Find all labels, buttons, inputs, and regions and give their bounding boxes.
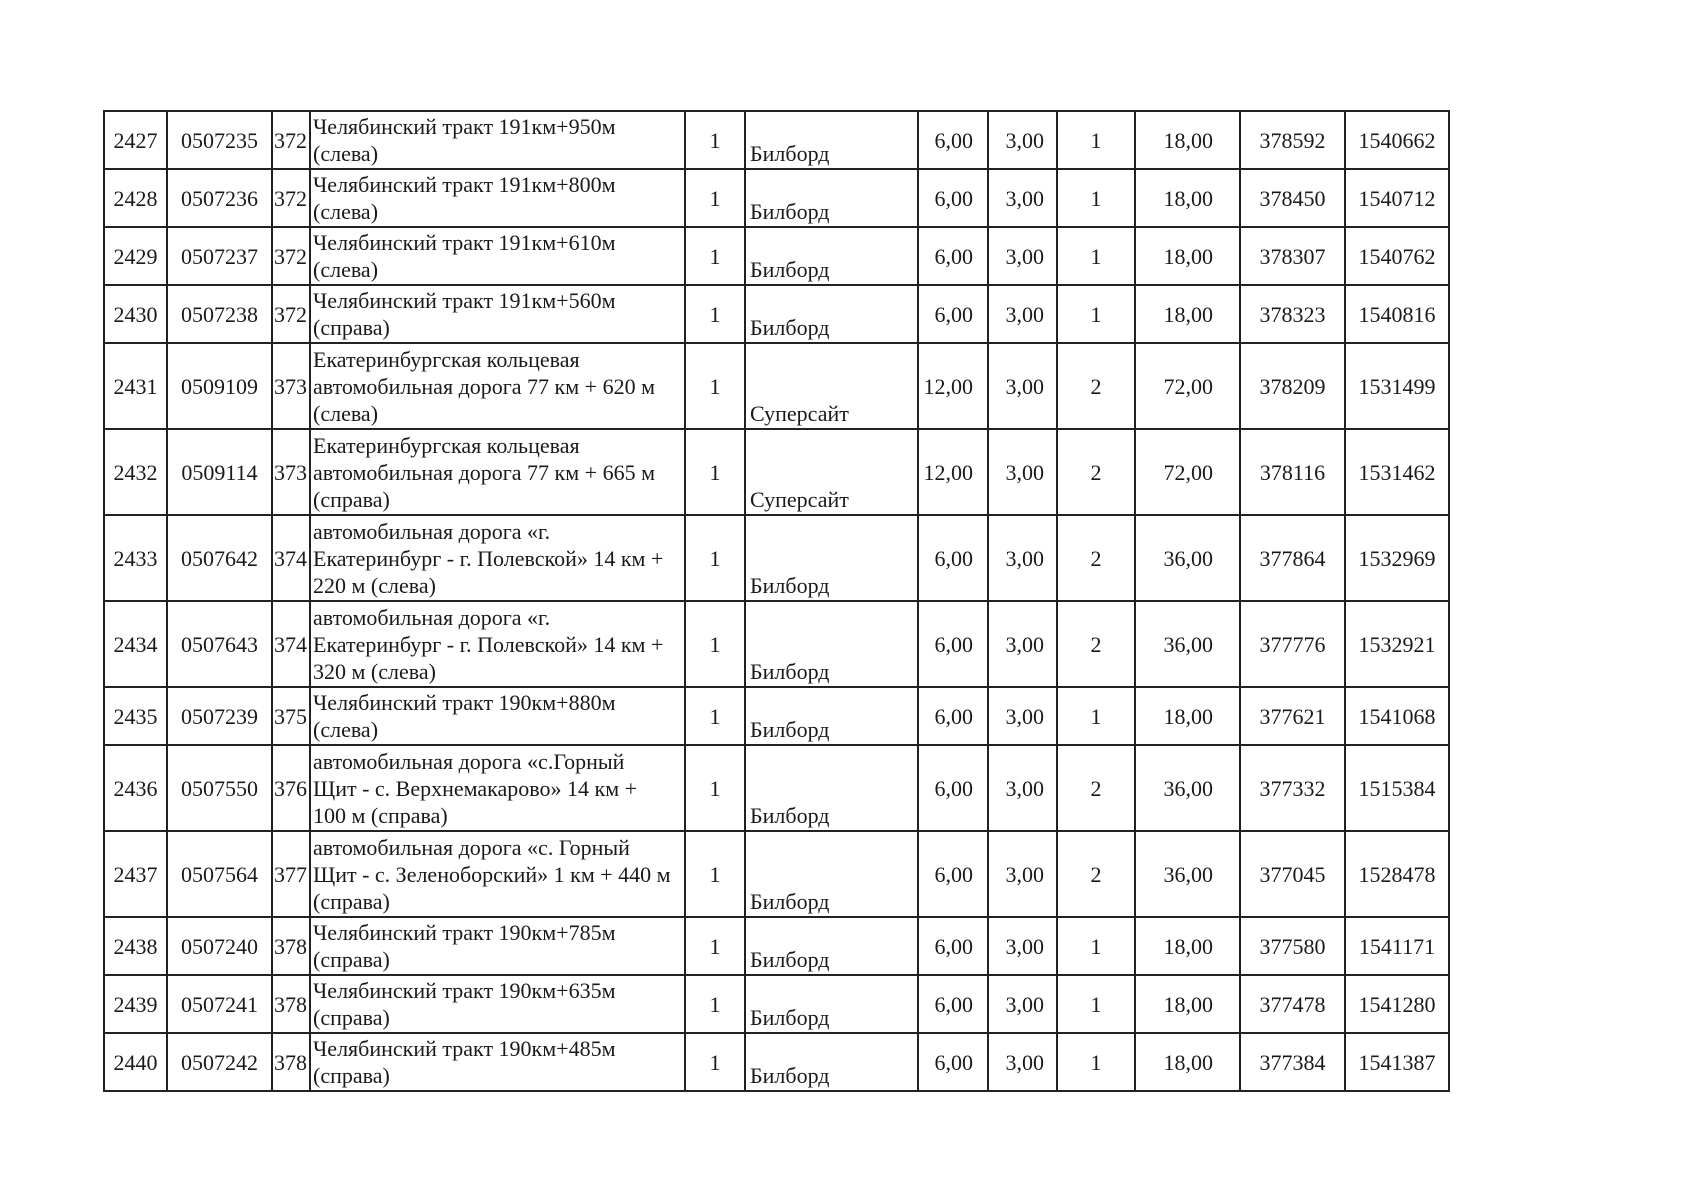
coord-y-cell: 1541387 xyxy=(1345,1033,1449,1091)
row-number-cell: 2437 xyxy=(104,831,167,917)
address-line: автомобильная дорога «г. xyxy=(313,518,551,544)
coord-x-cell: 378323 xyxy=(1240,285,1345,343)
address-line: Екатеринбург - г. Полевской» 14 км + xyxy=(313,545,664,571)
quantity-cell: 1 xyxy=(685,1033,745,1091)
table-row xyxy=(104,227,1449,285)
address-line: Екатеринбург - г. Полевской» 14 км + xyxy=(313,631,664,657)
coord-x-cell: 377332 xyxy=(1240,745,1345,831)
coord-x-cell: 378209 xyxy=(1240,343,1345,429)
structure-type-cell: Билборд xyxy=(745,515,918,601)
area-cell: 36,00 xyxy=(1135,745,1240,831)
structure-type-cell: Билборд xyxy=(745,601,918,687)
height-cell: 3,00 xyxy=(988,687,1057,745)
sides-cell: 2 xyxy=(1057,429,1135,515)
structure-code-cell: 0507550 xyxy=(167,745,272,831)
width-cell: 6,00 xyxy=(918,601,988,687)
width-cell: 6,00 xyxy=(918,169,988,227)
height-cell: 3,00 xyxy=(988,111,1057,169)
quantity-cell: 1 xyxy=(685,687,745,745)
group-number-cell: 372 xyxy=(272,111,310,169)
sides-cell: 1 xyxy=(1057,975,1135,1033)
address-line: (справа) xyxy=(313,486,390,512)
advertising-structures-table xyxy=(103,110,1450,1092)
table-row xyxy=(104,343,1449,429)
area-cell: 18,00 xyxy=(1135,227,1240,285)
group-number-cell: 376 xyxy=(272,745,310,831)
width-cell: 6,00 xyxy=(918,111,988,169)
area-cell: 18,00 xyxy=(1135,111,1240,169)
structure-code-cell: 0507238 xyxy=(167,285,272,343)
coord-y-cell: 1531462 xyxy=(1345,429,1449,515)
sides-cell: 1 xyxy=(1057,917,1135,975)
coord-y-cell: 1541068 xyxy=(1345,687,1449,745)
coord-y-cell: 1532969 xyxy=(1345,515,1449,601)
table-row xyxy=(104,917,1449,975)
row-number-cell: 2430 xyxy=(104,285,167,343)
coord-y-cell: 1540662 xyxy=(1345,111,1449,169)
width-cell: 6,00 xyxy=(918,745,988,831)
group-number-cell: 373 xyxy=(272,343,310,429)
group-number-cell: 378 xyxy=(272,917,310,975)
width-cell: 6,00 xyxy=(918,285,988,343)
address-line: Щит - с. Верхнемакарово» 14 км + xyxy=(313,775,638,801)
row-number-cell: 2433 xyxy=(104,515,167,601)
address-cell xyxy=(310,429,685,515)
address-line: (слева) xyxy=(313,400,379,426)
area-cell: 18,00 xyxy=(1135,285,1240,343)
address-cell xyxy=(310,227,685,285)
group-number-cell: 374 xyxy=(272,601,310,687)
coord-x-cell: 377580 xyxy=(1240,917,1345,975)
height-cell: 3,00 xyxy=(988,917,1057,975)
area-cell: 36,00 xyxy=(1135,831,1240,917)
address-cell xyxy=(310,687,685,745)
address-line: (слева) xyxy=(313,717,379,742)
coord-x-cell: 377776 xyxy=(1240,601,1345,687)
quantity-cell: 1 xyxy=(685,343,745,429)
coord-y-cell: 1531499 xyxy=(1345,343,1449,429)
row-number-cell: 2432 xyxy=(104,429,167,515)
structure-code-cell: 0507642 xyxy=(167,515,272,601)
table-row xyxy=(104,169,1449,227)
address-cell xyxy=(310,745,685,831)
structure-type-cell: Суперсайт xyxy=(745,429,918,515)
table-row xyxy=(104,601,1449,687)
height-cell: 3,00 xyxy=(988,1033,1057,1091)
row-number-cell: 2440 xyxy=(104,1033,167,1091)
address-line: 100 м (справа) xyxy=(313,802,448,828)
table-row xyxy=(104,111,1449,169)
quantity-cell: 1 xyxy=(685,515,745,601)
quantity-cell: 1 xyxy=(685,169,745,227)
table-row xyxy=(104,687,1449,745)
address-line: Щит - с. Зеленоборский» 1 км + 440 м xyxy=(313,861,671,887)
structure-type-cell: Билборд xyxy=(745,169,918,227)
structure-code-cell: 0507643 xyxy=(167,601,272,687)
address-line: автомобильная дорога 77 км + 665 м xyxy=(313,459,655,485)
width-cell: 6,00 xyxy=(918,831,988,917)
address-cell xyxy=(310,975,685,1033)
coord-x-cell: 377478 xyxy=(1240,975,1345,1033)
row-number-cell: 2427 xyxy=(104,111,167,169)
sides-cell: 1 xyxy=(1057,1033,1135,1091)
structure-code-cell: 0507236 xyxy=(167,169,272,227)
structure-code-cell: 0509114 xyxy=(167,429,272,515)
table-row xyxy=(104,745,1449,831)
area-cell: 72,00 xyxy=(1135,429,1240,515)
area-cell: 18,00 xyxy=(1135,687,1240,745)
height-cell: 3,00 xyxy=(988,831,1057,917)
sides-cell: 1 xyxy=(1057,687,1135,745)
address-cell xyxy=(310,343,685,429)
address-line: 320 м (слева) xyxy=(313,658,436,684)
row-number-cell: 2439 xyxy=(104,975,167,1033)
area-cell: 36,00 xyxy=(1135,601,1240,687)
address-line: Челябинский тракт 190км+485м xyxy=(313,1036,616,1061)
group-number-cell: 374 xyxy=(272,515,310,601)
structure-type-cell: Билборд xyxy=(745,975,918,1033)
row-number-cell: 2436 xyxy=(104,745,167,831)
structure-code-cell: 0507564 xyxy=(167,831,272,917)
quantity-cell: 1 xyxy=(685,227,745,285)
height-cell: 3,00 xyxy=(988,285,1057,343)
height-cell: 3,00 xyxy=(988,169,1057,227)
sides-cell: 2 xyxy=(1057,343,1135,429)
address-cell xyxy=(310,917,685,975)
address-line: (слева) xyxy=(313,199,379,224)
sides-cell: 2 xyxy=(1057,831,1135,917)
width-cell: 6,00 xyxy=(918,227,988,285)
structure-type-cell: Билборд xyxy=(745,285,918,343)
address-line: Челябинский тракт 190км+880м xyxy=(313,690,616,715)
address-line: автомобильная дорога «с. Горный xyxy=(313,834,630,860)
structure-type-cell: Билборд xyxy=(745,745,918,831)
structure-type-cell: Билборд xyxy=(745,111,918,169)
width-cell: 6,00 xyxy=(918,1033,988,1091)
table-row xyxy=(104,1033,1449,1091)
address-line: Челябинский тракт 191км+610м xyxy=(313,230,616,255)
address-line: Челябинский тракт 191км+950м xyxy=(313,114,616,139)
table-row xyxy=(104,285,1449,343)
address-line: Екатеринбургская кольцевая xyxy=(313,346,580,372)
coord-x-cell: 378307 xyxy=(1240,227,1345,285)
width-cell: 12,00 xyxy=(918,429,988,515)
height-cell: 3,00 xyxy=(988,429,1057,515)
coord-x-cell: 378450 xyxy=(1240,169,1345,227)
coord-y-cell: 1541280 xyxy=(1345,975,1449,1033)
area-cell: 36,00 xyxy=(1135,515,1240,601)
coord-y-cell: 1528478 xyxy=(1345,831,1449,917)
sides-cell: 2 xyxy=(1057,601,1135,687)
row-number-cell: 2435 xyxy=(104,687,167,745)
width-cell: 6,00 xyxy=(918,975,988,1033)
quantity-cell: 1 xyxy=(685,831,745,917)
sides-cell: 1 xyxy=(1057,227,1135,285)
row-number-cell: 2434 xyxy=(104,601,167,687)
width-cell: 6,00 xyxy=(918,515,988,601)
structure-code-cell: 0509109 xyxy=(167,343,272,429)
table-row xyxy=(104,429,1449,515)
group-number-cell: 372 xyxy=(272,227,310,285)
quantity-cell: 1 xyxy=(685,285,745,343)
coord-x-cell: 377864 xyxy=(1240,515,1345,601)
row-number-cell: 2431 xyxy=(104,343,167,429)
table-row xyxy=(104,515,1449,601)
area-cell: 18,00 xyxy=(1135,169,1240,227)
coord-y-cell: 1541171 xyxy=(1345,917,1449,975)
group-number-cell: 377 xyxy=(272,831,310,917)
structure-type-cell: Суперсайт xyxy=(745,343,918,429)
address-line: автомобильная дорога 77 км + 620 м xyxy=(313,373,655,399)
quantity-cell: 1 xyxy=(685,111,745,169)
coord-y-cell: 1540762 xyxy=(1345,227,1449,285)
row-number-cell: 2428 xyxy=(104,169,167,227)
address-cell xyxy=(310,111,685,169)
coord-y-cell: 1532921 xyxy=(1345,601,1449,687)
quantity-cell: 1 xyxy=(685,601,745,687)
address-line: (слева) xyxy=(313,141,379,166)
address-line: (слева) xyxy=(313,257,379,282)
area-cell: 18,00 xyxy=(1135,1033,1240,1091)
quantity-cell: 1 xyxy=(685,917,745,975)
address-line: (справа) xyxy=(313,1005,390,1030)
address-line: Челябинский тракт 191км+800м xyxy=(313,172,616,197)
address-cell xyxy=(310,831,685,917)
structure-type-cell: Билборд xyxy=(745,917,918,975)
table-row xyxy=(104,975,1449,1033)
address-line: (справа) xyxy=(313,1063,390,1088)
height-cell: 3,00 xyxy=(988,745,1057,831)
quantity-cell: 1 xyxy=(685,745,745,831)
sides-cell: 1 xyxy=(1057,169,1135,227)
address-cell xyxy=(310,169,685,227)
address-line: 220 м (слева) xyxy=(313,572,436,598)
address-cell xyxy=(310,515,685,601)
structure-code-cell: 0507235 xyxy=(167,111,272,169)
row-number-cell: 2429 xyxy=(104,227,167,285)
address-cell xyxy=(310,285,685,343)
table-row xyxy=(104,831,1449,917)
address-line: (справа) xyxy=(313,315,390,340)
sides-cell: 1 xyxy=(1057,111,1135,169)
structure-type-cell: Билборд xyxy=(745,687,918,745)
coord-y-cell: 1540712 xyxy=(1345,169,1449,227)
width-cell: 12,00 xyxy=(918,343,988,429)
quantity-cell: 1 xyxy=(685,975,745,1033)
coord-x-cell: 378116 xyxy=(1240,429,1345,515)
row-number-cell: 2438 xyxy=(104,917,167,975)
group-number-cell: 373 xyxy=(272,429,310,515)
structure-code-cell: 0507237 xyxy=(167,227,272,285)
address-line: (справа) xyxy=(313,888,390,914)
group-number-cell: 372 xyxy=(272,169,310,227)
coord-x-cell: 378592 xyxy=(1240,111,1345,169)
coord-x-cell: 377621 xyxy=(1240,687,1345,745)
address-line: Екатеринбургская кольцевая xyxy=(313,432,580,458)
height-cell: 3,00 xyxy=(988,343,1057,429)
height-cell: 3,00 xyxy=(988,601,1057,687)
address-line: автомобильная дорога «с.Горный xyxy=(313,748,625,774)
coord-x-cell: 377045 xyxy=(1240,831,1345,917)
structure-code-cell: 0507242 xyxy=(167,1033,272,1091)
address-cell xyxy=(310,601,685,687)
coord-x-cell: 377384 xyxy=(1240,1033,1345,1091)
area-cell: 18,00 xyxy=(1135,917,1240,975)
structure-type-cell: Билборд xyxy=(745,831,918,917)
area-cell: 18,00 xyxy=(1135,975,1240,1033)
address-line: (справа) xyxy=(313,947,390,972)
structure-code-cell: 0507239 xyxy=(167,687,272,745)
quantity-cell: 1 xyxy=(685,429,745,515)
coord-y-cell: 1515384 xyxy=(1345,745,1449,831)
height-cell: 3,00 xyxy=(988,227,1057,285)
group-number-cell: 375 xyxy=(272,687,310,745)
area-cell: 72,00 xyxy=(1135,343,1240,429)
address-line: Челябинский тракт 190км+635м xyxy=(313,978,616,1003)
address-line: Челябинский тракт 190км+785м xyxy=(313,920,616,945)
width-cell: 6,00 xyxy=(918,917,988,975)
group-number-cell: 372 xyxy=(272,285,310,343)
structure-type-cell: Билборд xyxy=(745,227,918,285)
address-line: автомобильная дорога «г. xyxy=(313,604,551,630)
height-cell: 3,00 xyxy=(988,515,1057,601)
height-cell: 3,00 xyxy=(988,975,1057,1033)
sides-cell: 1 xyxy=(1057,285,1135,343)
coord-y-cell: 1540816 xyxy=(1345,285,1449,343)
sides-cell: 2 xyxy=(1057,745,1135,831)
structure-type-cell: Билборд xyxy=(745,1033,918,1091)
structure-code-cell: 0507240 xyxy=(167,917,272,975)
group-number-cell: 378 xyxy=(272,1033,310,1091)
table-body xyxy=(104,111,1449,1091)
width-cell: 6,00 xyxy=(918,687,988,745)
structure-code-cell: 0507241 xyxy=(167,975,272,1033)
sides-cell: 2 xyxy=(1057,515,1135,601)
address-cell xyxy=(310,1033,685,1091)
address-line: Челябинский тракт 191км+560м xyxy=(313,288,616,313)
group-number-cell: 378 xyxy=(272,975,310,1033)
